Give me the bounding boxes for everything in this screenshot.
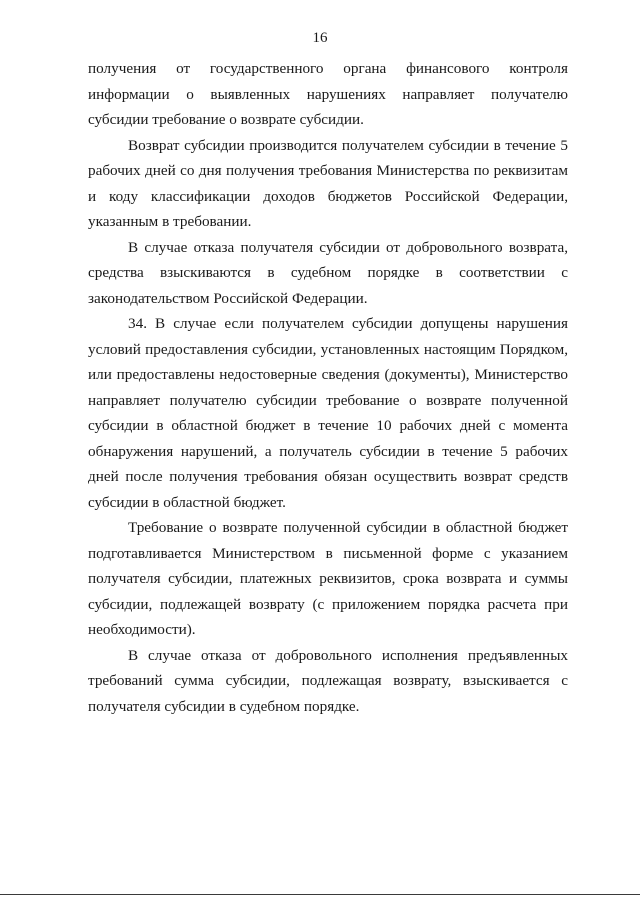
document-body xyxy=(88,56,568,719)
paragraph-continued: получения от государственного органа финансового контроля информации о выявленных нарушениях направляет получателю субсидии требование о возврате субсидии. xyxy=(88,60,568,128)
page-number: 16 xyxy=(312,30,328,46)
paragraph-refusal-voluntary: В случае отказа от добровольного исполнения предъявленных требований сумма субсидии, подлежащая возврату, взыскивается с получателя субсидии в судебном порядке. xyxy=(88,646,568,715)
paragraph-return-procedure: Возврат субсидии производится получателем субсидии в течение 5 рабочих дней со дня получения требования Министерства по реквизитам и коду классификации доходов бюджетов Российской Федерации, указанным в требовании. xyxy=(88,136,568,230)
paragraph-refusal-court: В случае отказа получателя субсидии от добровольного возврата, средства взыскиваются в судебном порядке в соответствии с законодательством Российской Федерации. xyxy=(88,238,568,307)
paragraph-requirement-form: Требование о возврате полученной субсидии в областной бюджет подготавливается Министерством в письменной форме с указанием получателя субсидии, платежных реквизитов, срока возврата и суммы субсидии, подлежащей возврату (с приложением порядка расчета при необходимости). xyxy=(88,519,568,638)
bottom-scan-line xyxy=(0,894,640,895)
paragraph-item-34: 34. В случае если получателем субсидии допущены нарушения условий предоставления субсидии, установленных настоящим Порядком, или предоставлены недостоверные сведения (документы), Министерство направляет получателю субсидии требование о возврате полученной субсидии в областной бюджет в течение 10 рабочих дней с момента обнаружения нарушений, а получатель субсидии в течение 5 рабочих дней после получения требования обязан осуществить возврат средств субсидии в областной бюджет. xyxy=(88,315,568,511)
